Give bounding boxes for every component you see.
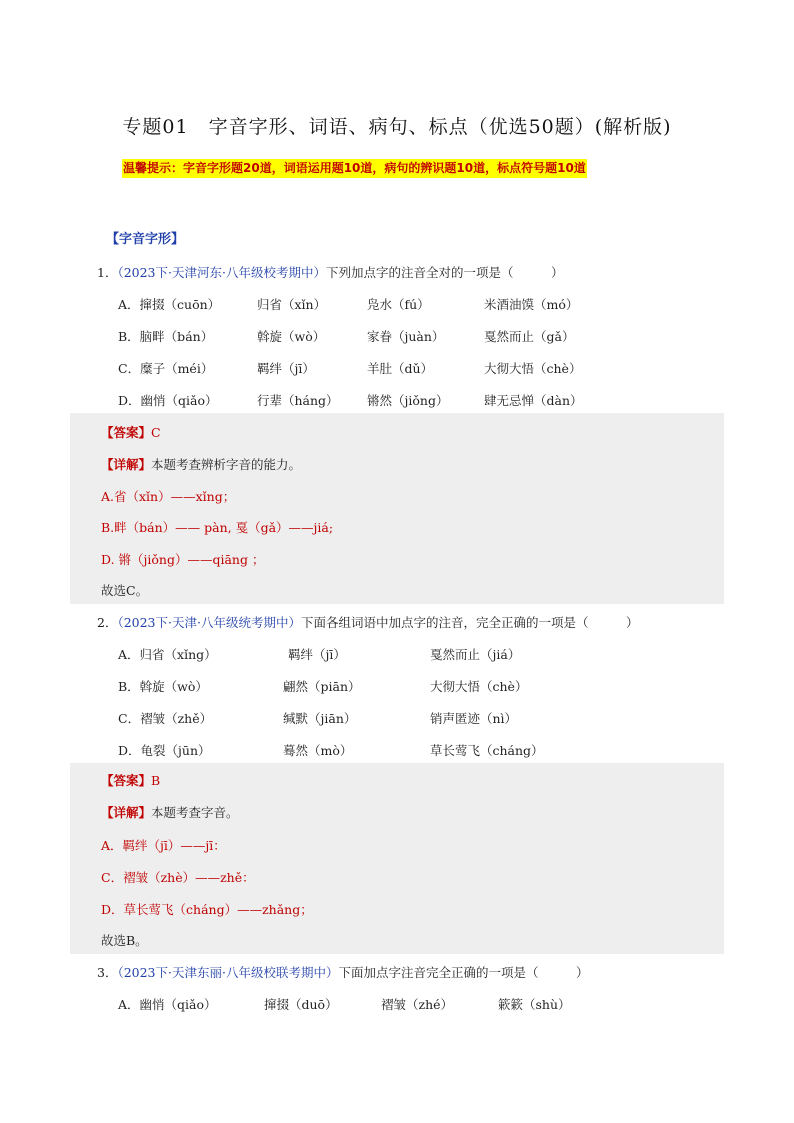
question-stem: 下列加点字的注音全对的一项是（ ） <box>325 265 564 280</box>
q1-option-a-4: 米酒油馍（mó） <box>484 297 579 312</box>
q1-detail-line-3: D. 锵（jiǒng）——qiāng ； <box>101 552 265 567</box>
q2-option-d-3: 草长莺飞（cháng） <box>430 743 544 758</box>
q2-detail-line-1: A．羁绊（jī）——jī： <box>101 838 226 853</box>
q2-answer-panel <box>70 763 724 954</box>
q1-conclusion: 故选C。 <box>101 583 149 598</box>
q3-option-a-4: 簌簌（shù） <box>498 997 571 1012</box>
question-1 <box>97 263 563 281</box>
q1-option-d-4: 肆无忌惮（dàn） <box>484 393 583 408</box>
q1-answer: 【答案】C <box>101 425 161 440</box>
question-stem: 下面各组词语中加点字的注音，完全正确的一项是（ ） <box>300 615 639 630</box>
q2-detail: 【详解】本题考查字音。 <box>101 805 239 820</box>
question-stem: 下面加点字注音完全正确的一项是（ ） <box>338 965 589 980</box>
q2-option-c-3: 销声匿迹（nì） <box>430 711 518 726</box>
q1-detail-line-2: B.畔（bán）—— pàn, 戛（gǎ）——jiá; <box>101 520 334 535</box>
q2-option-a-3: 戛然而止（jiá） <box>430 647 521 662</box>
q3-option-a-1: A．幽悄（qiǎo） <box>118 997 217 1012</box>
q1-option-b-2: 斡旋（wò） <box>257 329 326 344</box>
q2-answer: 【答案】B <box>101 773 161 788</box>
q2-detail-line-3: D．草长莺飞（cháng）——zhǎng； <box>101 902 313 917</box>
tip-banner: 温馨提示：字音字形题20道，词语运用题10道，病句的辨识题10道，标点符号题10道 <box>122 159 587 178</box>
q1-option-c-4: 大彻大悟（chè） <box>484 361 582 376</box>
q2-option-c-1: C．褶皱（zhě） <box>118 711 213 726</box>
q2-option-d-2: 蓦然（mò） <box>283 743 353 758</box>
q1-option-a-1: A．撺掇（cuōn） <box>118 297 221 312</box>
q1-option-d-2: 行辈（háng） <box>257 393 339 408</box>
q3-option-a-3: 褶皱（zhé） <box>381 997 454 1012</box>
q1-option-c-1: C．糜子（méi） <box>118 361 214 376</box>
section-title: 【字音字形】 <box>106 232 185 247</box>
q2-option-b-1: B．斡旋（wò） <box>118 679 208 694</box>
question-source: （2023下·天津河东·八年级校考期中） <box>117 265 326 280</box>
question-2 <box>97 613 638 631</box>
q1-option-c-2: 羁绊（jī） <box>257 361 315 376</box>
q2-conclusion: 故选B。 <box>101 933 148 948</box>
q1-option-a-3: 凫水（fú） <box>367 297 430 312</box>
q1-option-d-1: D．幽悄（qiǎo） <box>118 393 218 408</box>
q1-option-b-1: B．脑畔（bán） <box>118 329 214 344</box>
question-source: （2023下·天津东丽·八年级校联考期中） <box>117 965 339 980</box>
question-number: 1． <box>97 265 118 280</box>
q1-option-a-2: 归省（xǐn） <box>257 297 327 312</box>
q2-option-d-1: D．龟裂（jūn） <box>118 743 211 758</box>
q1-answer-panel <box>70 413 724 604</box>
q1-detail: 【详解】本题考查辨析字音的能力。 <box>101 457 302 472</box>
question-number: 3． <box>97 965 118 980</box>
q1-detail-line-1: A.省（xǐn）——xǐng； <box>101 489 236 504</box>
q1-option-b-3: 家眷（juàn） <box>367 329 445 344</box>
question-source: （2023下·天津·八年级统考期中） <box>117 615 301 630</box>
q3-option-a-2: 撺掇（duō） <box>264 997 338 1012</box>
q1-option-b-4: 戛然而止（gǎ） <box>484 329 575 344</box>
q2-option-b-2: 翩然（piān） <box>283 679 361 694</box>
q2-option-a-2: 羁绊（jī） <box>288 647 346 662</box>
q2-option-a-1: A．归省（xǐng） <box>118 647 217 662</box>
question-3 <box>97 963 588 981</box>
q1-option-c-3: 羊肚（dǔ） <box>367 361 434 376</box>
q2-detail-line-2: C．褶皱（zhè）——zhě： <box>101 870 255 885</box>
page-title: 专题01 字音字形、词语、病句、标点（优选50题）(解析版) <box>122 116 672 138</box>
q1-option-d-3: 锵然（jiǒng） <box>367 393 449 408</box>
q2-option-c-2: 缄默（jiān） <box>283 711 357 726</box>
q2-option-b-3: 大彻大悟（chè） <box>430 679 528 694</box>
question-number: 2． <box>97 615 118 630</box>
